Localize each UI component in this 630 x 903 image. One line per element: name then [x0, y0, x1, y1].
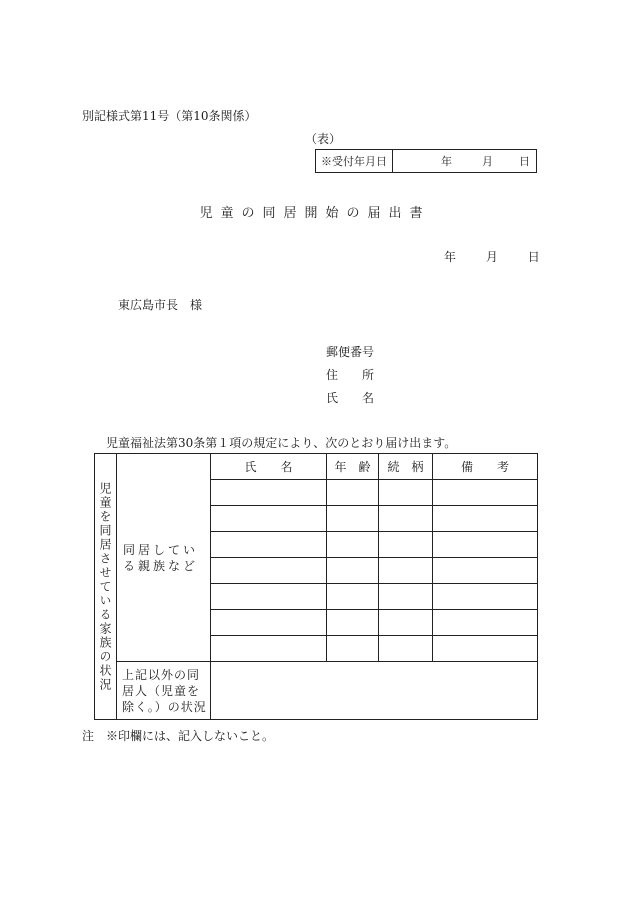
header-relation: 続 柄: [379, 454, 433, 480]
relation-cell[interactable]: [379, 558, 433, 584]
age-cell[interactable]: [327, 532, 379, 558]
remarks-cell[interactable]: [433, 532, 538, 558]
header-age: 年 齢: [327, 454, 379, 480]
other-residents-label: 上記以外の同居人（児童を除く。）の状況: [117, 662, 211, 720]
header-name: 氏 名: [211, 454, 327, 480]
remarks-cell[interactable]: [433, 610, 538, 636]
relation-cell[interactable]: [379, 584, 433, 610]
document-title: 児童の同居開始の届出書: [199, 206, 431, 221]
name-cell[interactable]: [211, 532, 327, 558]
age-cell[interactable]: [327, 558, 379, 584]
name-cell[interactable]: [211, 506, 327, 532]
name-cell[interactable]: [211, 610, 327, 636]
age-cell[interactable]: [327, 610, 379, 636]
reception-month-label: 月: [482, 155, 493, 168]
name-cell[interactable]: [211, 480, 327, 506]
relation-cell[interactable]: [379, 532, 433, 558]
reception-year-label: 年: [441, 155, 452, 168]
relation-cell[interactable]: [379, 636, 433, 662]
addressee: 東広島市長 様: [118, 298, 203, 312]
remarks-cell[interactable]: [433, 506, 538, 532]
postal-code-label: 郵便番号: [326, 345, 375, 359]
age-cell[interactable]: [327, 506, 379, 532]
name-label: 氏 名: [326, 391, 375, 405]
remarks-cell[interactable]: [433, 558, 538, 584]
date-month-label: 月: [485, 250, 498, 264]
name-cell[interactable]: [211, 558, 327, 584]
reception-date-box: [315, 149, 537, 173]
name-cell[interactable]: [211, 636, 327, 662]
age-cell[interactable]: [327, 636, 379, 662]
remarks-cell[interactable]: [433, 480, 538, 506]
family-status-table: [94, 453, 538, 720]
front-side-label: （表）: [305, 132, 342, 146]
remarks-cell[interactable]: [433, 584, 538, 610]
footnote: 注 ※印欄には、記入しないこと。: [82, 729, 275, 743]
reception-day-label: 日: [519, 155, 530, 168]
name-cell[interactable]: [211, 584, 327, 610]
address-label: 住 所: [326, 368, 375, 382]
other-residents-field[interactable]: [211, 662, 538, 720]
age-cell[interactable]: [327, 480, 379, 506]
section-label-cell: [95, 454, 117, 720]
relatives-label: 同居している親族など: [117, 454, 211, 662]
relation-cell[interactable]: [379, 506, 433, 532]
submission-date[interactable]: [444, 248, 540, 265]
relation-cell[interactable]: [379, 480, 433, 506]
statement-text: 児童福祉法第30条第１項の規定により、次のとおり届け出ます。: [106, 436, 457, 450]
section-label: 児童を同居させている家族の状況: [98, 481, 112, 692]
reception-date-label: ※受付年月日: [316, 150, 393, 172]
relation-cell[interactable]: [379, 610, 433, 636]
age-cell[interactable]: [327, 584, 379, 610]
reception-date-field[interactable]: [393, 150, 536, 172]
remarks-cell[interactable]: [433, 636, 538, 662]
date-year-label: 年: [444, 250, 457, 264]
form-number: 別記様式第11号（第10条関係）: [82, 109, 257, 123]
date-day-label: 日: [527, 250, 540, 264]
header-remarks: 備 考: [433, 454, 538, 480]
